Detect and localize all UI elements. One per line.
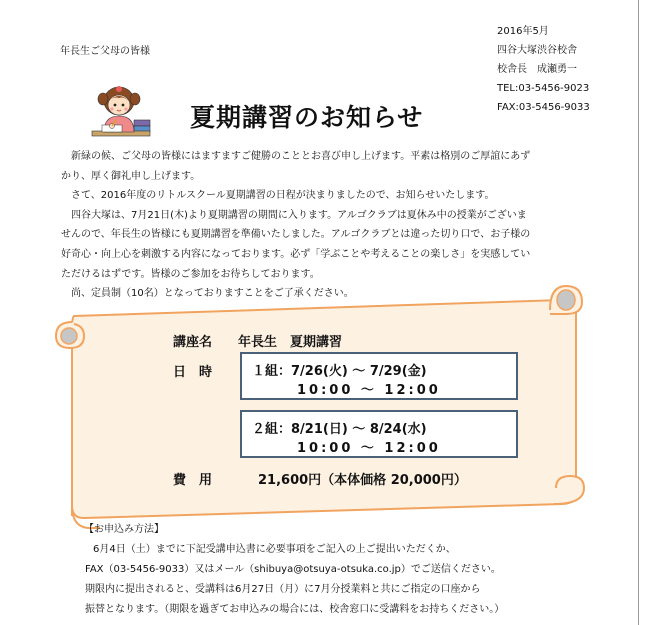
application-line-2: FAX（03-5456-9033）又はメール（shibuya@otsuya-otsuka.co.jp）でご送信ください。 (85, 564, 501, 575)
sender-block (497, 22, 637, 117)
paragraph-3b: せんので、年長生の皆様にも夏期講習を準備いたしました。アルゴクラブとは違った切り口で、お子様の (61, 229, 531, 241)
school-name: 四谷大塚渋谷校舎 (497, 45, 577, 56)
application-instructions (85, 540, 504, 620)
principal-name: 校舎長 成瀬勇一 (497, 64, 577, 75)
course-name-value: 年長生 夏期講習 (238, 335, 343, 350)
fee-label: 費 用 (173, 473, 213, 488)
issue-date: 2016年5月 (497, 26, 549, 37)
scroll-shape (54, 282, 590, 532)
paragraph-1a: 新緑の候、ご父母の皆様にはますますご健勝のこととお喜び申し上げます。平素は格別のご厚誼にあず (71, 151, 531, 162)
paragraph-2: さて、2016年度のリトルスクール夏期講習の日程が決まりましたので、お知らせいたします。 (71, 190, 495, 202)
datetime-label: 日 時 (173, 365, 213, 380)
paragraph-3c: 好奇心・向上心を刺激する内容になっております。必ず「学ぶことや考えることの楽しさ」を実感してい (61, 248, 531, 260)
group1-date: １組：7/26(火) ～ 7/29(金) (252, 364, 427, 379)
course-name-label: 講座名 (173, 335, 213, 350)
paragraph-3a: 四谷大塚は、7月21日(木)より夏期講習の期間に入ります。アルゴクラブは夏休み中の授業がございま (71, 209, 527, 221)
application-line-4: 振替となります。（期限を過ぎてお申込みの場合には、校舎窓口に受講料をお持ちください。） (85, 604, 505, 615)
fax-number: FAX:03-5456-9033 (497, 102, 590, 113)
group1-time: 10:00 ～ 12:00 (297, 383, 441, 398)
girl-studying-illustration (90, 82, 152, 138)
application-heading: 【お申込み方法】 (84, 524, 164, 535)
paragraph-4: 尚、定員制（10名）となっておりますことをご了承ください。 (71, 288, 354, 300)
recipient-line: 年長生ご父母の皆様 (60, 46, 150, 57)
group1-schedule-box (240, 352, 518, 400)
document-title: 夏期講習のお知らせ (190, 103, 424, 132)
group2-date: ２組：8/21(日) ～ 8/24(水) (252, 422, 427, 437)
tel-number: TEL:03-5456-9023 (497, 83, 590, 94)
paragraph-1b: かり、厚く御礼申し上げます。 (61, 170, 201, 182)
application-line-1: 6月4日（土）までに下記受講申込書に必要事項をご記入の上ご提出いただくか、 (93, 544, 456, 555)
application-line-3: 期限内に提出されると、受講料は6月27日（月）に7月分授業料と共にご指定の口座から (85, 584, 481, 595)
letter-body (61, 147, 591, 304)
group2-time: 10:00 ～ 12:00 (297, 441, 441, 456)
course-info-scroll (54, 282, 590, 532)
fee-value: 21,600円（本体価格 20,000円） (258, 473, 467, 488)
paragraph-3d: ただけるはずです。皆様のご参加をお待ちしております。 (61, 268, 320, 280)
group2-schedule-box (240, 410, 518, 458)
